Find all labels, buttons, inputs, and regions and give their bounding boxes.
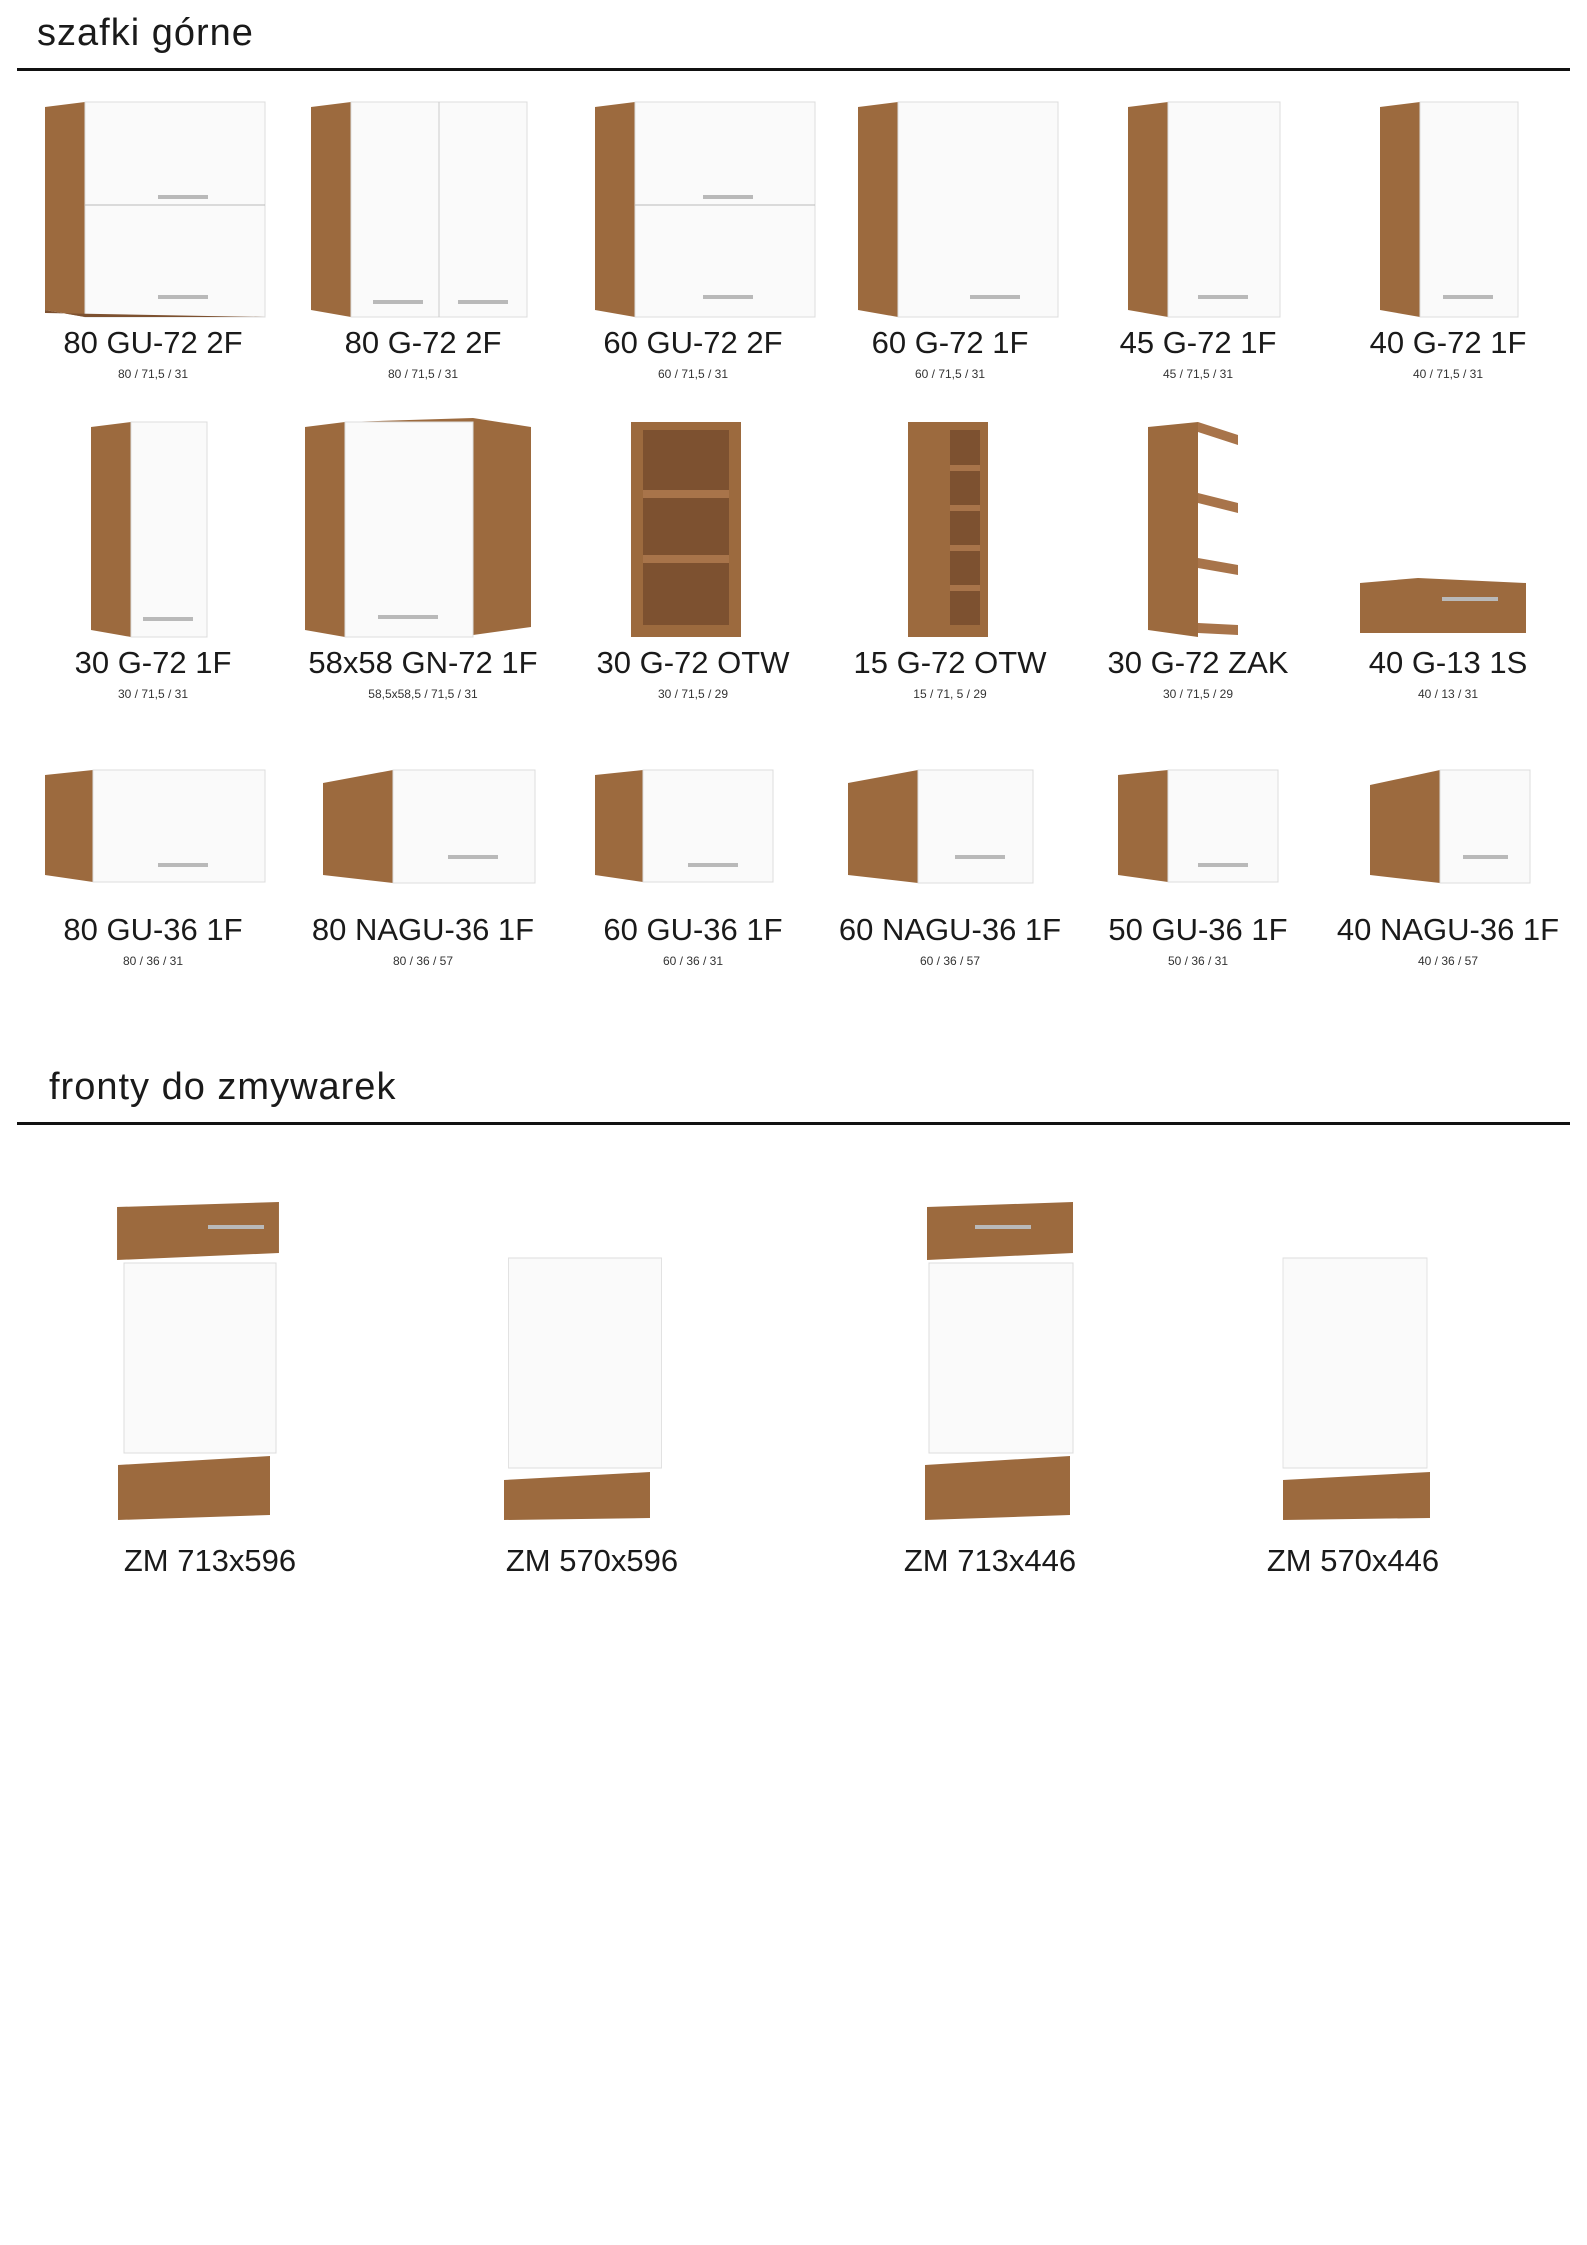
cabinet-name: 15 G-72 OTW — [853, 645, 1047, 680]
front-name: ZM 570x446 — [1266, 1543, 1440, 1578]
cabinet-name: 30 G-72 ZAK — [1107, 645, 1289, 680]
cabinet-dims: 40 / 36 / 57 — [1417, 954, 1479, 968]
cabinet-dims: 60 / 71,5 / 31 — [914, 367, 986, 381]
cabinet-illustration — [1318, 95, 1578, 325]
front-illustration — [110, 1195, 280, 1525]
cabinet-name: 30 G-72 1F — [74, 645, 232, 680]
front-illustration — [915, 1195, 1085, 1525]
cabinet-name: 60 GU-72 2F — [603, 325, 783, 360]
cabinet-dims: 50 / 36 / 31 — [1167, 954, 1229, 968]
front-name: ZM 713x596 — [123, 1543, 297, 1578]
cabinet-illustration — [563, 755, 823, 905]
cabinet-name: 50 GU-36 1F — [1108, 912, 1288, 947]
cabinet-illustration — [293, 755, 553, 905]
cabinet-illustration — [1318, 755, 1578, 905]
cabinet-dims: 80 / 71,5 / 31 — [387, 367, 459, 381]
section-title-upper: szafki górne — [37, 12, 254, 54]
cabinet-illustration — [23, 755, 283, 905]
cabinet-dims: 60 / 71,5 / 31 — [657, 367, 729, 381]
cabinet-name: 80 NAGU-36 1F — [311, 912, 535, 947]
cabinet-dims: 45 / 71,5 / 31 — [1162, 367, 1234, 381]
cabinet-dims: 60 / 36 / 57 — [919, 954, 981, 968]
cabinet-dims: 80 / 36 / 57 — [392, 954, 454, 968]
cabinet-illustration — [1068, 95, 1328, 325]
cabinet-illustration — [1068, 415, 1328, 645]
cabinet-illustration — [1068, 755, 1328, 905]
cabinet-dims: 58,5x58,5 / 71,5 / 31 — [368, 687, 478, 701]
front-name: ZM 570x596 — [505, 1543, 679, 1578]
cabinet-dims: 30 / 71,5 / 29 — [1162, 687, 1234, 701]
cabinet-dims: 40 / 71,5 / 31 — [1412, 367, 1484, 381]
cabinet-illustration — [1318, 415, 1578, 645]
cabinet-illustration — [820, 755, 1080, 905]
cabinet-name: 30 G-72 OTW — [596, 645, 790, 680]
front-illustration — [1275, 1250, 1445, 1530]
section-divider — [17, 1122, 1570, 1125]
front-name: ZM 713x446 — [903, 1543, 1077, 1578]
cabinet-name: 60 GU-36 1F — [603, 912, 783, 947]
cabinet-name: 40 G-72 1F — [1369, 325, 1527, 360]
cabinet-dims: 15 / 71, 5 / 29 — [913, 687, 987, 701]
cabinet-name: 40 G-13 1S — [1368, 645, 1528, 680]
cabinet-dims: 80 / 36 / 31 — [122, 954, 184, 968]
cabinet-illustration — [293, 95, 553, 325]
section-title-fronts: fronty do zmywarek — [49, 1066, 397, 1108]
front-illustration — [500, 1250, 670, 1530]
cabinet-name: 80 GU-36 1F — [63, 912, 243, 947]
cabinet-name: 60 G-72 1F — [871, 325, 1029, 360]
cabinet-name: 60 NAGU-36 1F — [838, 912, 1062, 947]
cabinet-illustration — [563, 415, 823, 645]
cabinet-name: 58x58 GN-72 1F — [308, 645, 538, 680]
cabinet-illustration — [563, 95, 823, 325]
cabinet-illustration — [820, 95, 1080, 325]
cabinet-illustration — [23, 415, 283, 645]
cabinet-dims: 40 / 13 / 31 — [1417, 687, 1479, 701]
cabinet-dims: 30 / 71,5 / 31 — [117, 687, 189, 701]
cabinet-illustration — [23, 95, 283, 325]
cabinet-illustration — [293, 415, 553, 645]
cabinet-name: 80 G-72 2F — [344, 325, 502, 360]
cabinet-dims: 80 / 71,5 / 31 — [117, 367, 189, 381]
section-divider — [17, 68, 1570, 71]
cabinet-dims: 30 / 71,5 / 29 — [657, 687, 729, 701]
cabinet-name: 40 NAGU-36 1F — [1336, 912, 1560, 947]
cabinet-dims: 60 / 36 / 31 — [662, 954, 724, 968]
cabinet-illustration — [820, 415, 1080, 645]
cabinet-name: 45 G-72 1F — [1119, 325, 1277, 360]
cabinet-name: 80 GU-72 2F — [63, 325, 243, 360]
